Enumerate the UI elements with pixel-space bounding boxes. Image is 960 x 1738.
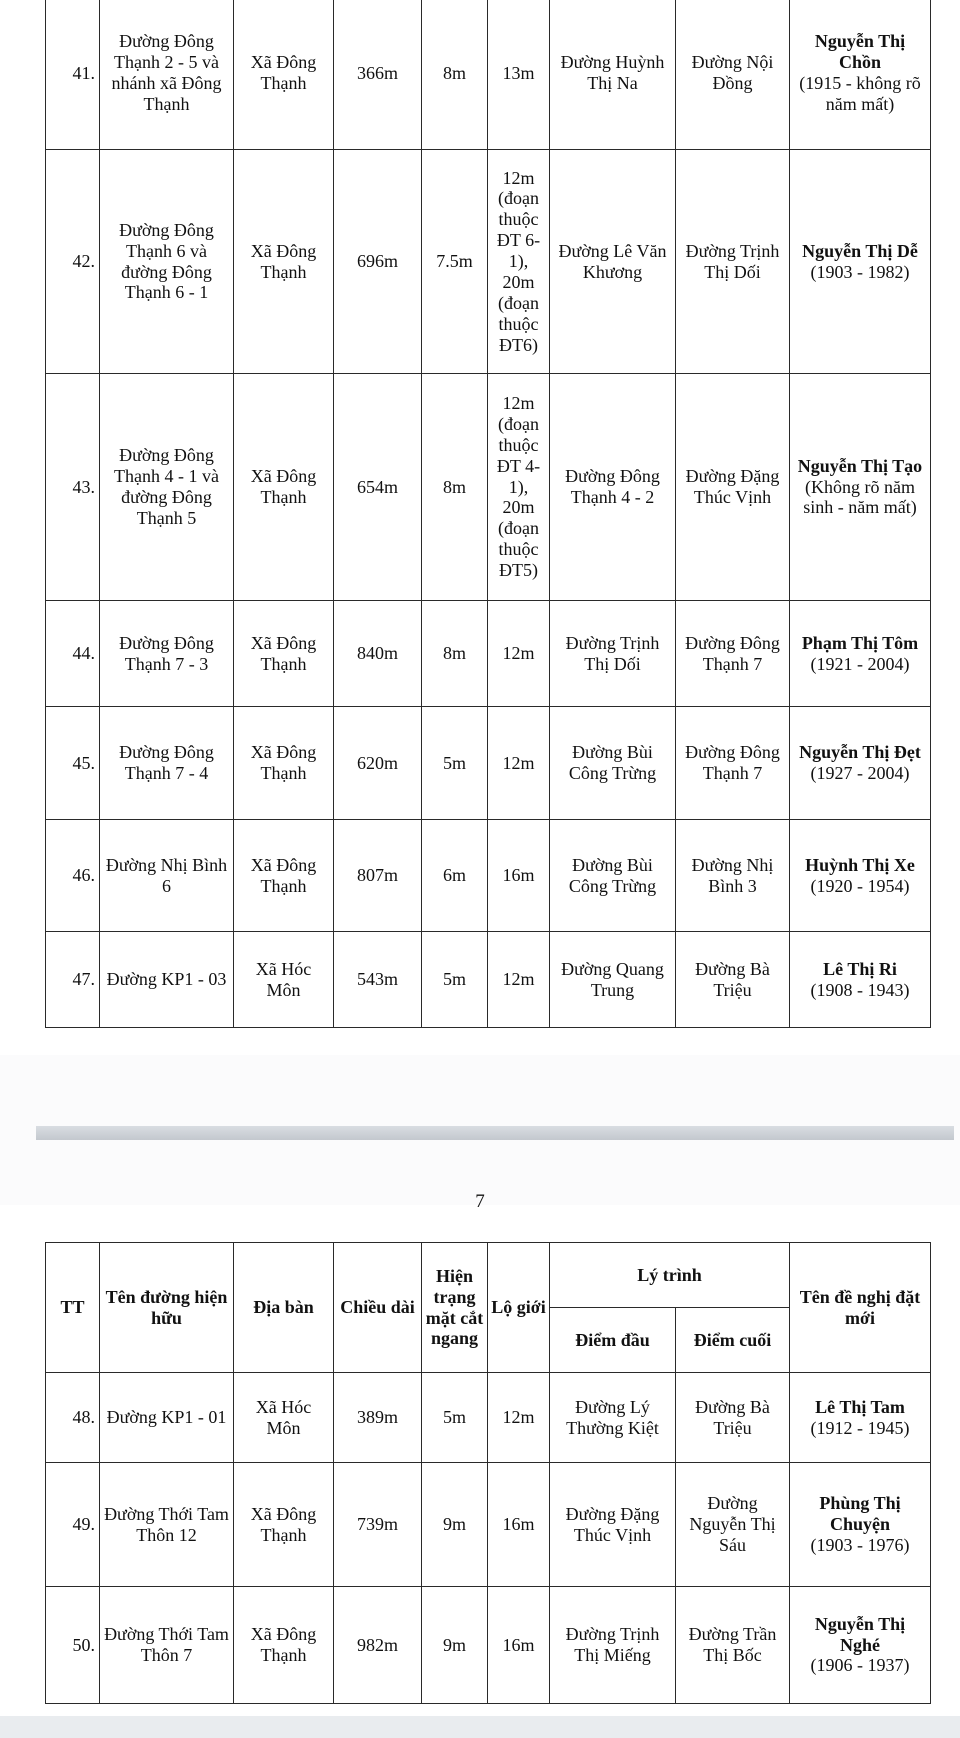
cell-tt: 48. [46, 1373, 100, 1463]
cell-start-point: Đường Bùi Công Trừng [550, 820, 676, 932]
cell-current-name: Đường Đông Thạnh 6 và đường Đông Thạnh 6 - 1 [100, 150, 234, 374]
header-current-width: Hiện trạng mặt cắt ngang [422, 1243, 488, 1373]
cell-current-width: 8m [422, 0, 488, 150]
cell-current-name: Đường Thới Tam Thôn 7 [100, 1587, 234, 1704]
life-dates: (1920 - 1954) [810, 875, 910, 896]
life-dates: (1915 - không rõ năm mất) [799, 73, 921, 114]
table-row [46, 374, 931, 601]
table-row [46, 1373, 931, 1463]
life-dates: (1912 - 1945) [810, 1417, 910, 1438]
cell-current-name: Đường Đông Thạnh 7 - 3 [100, 601, 234, 707]
table-row [46, 601, 931, 707]
life-dates: (1908 - 1943) [810, 979, 910, 1000]
life-dates: (Không rõ năm sinh - năm mất) [803, 476, 917, 518]
header-current-name: Tên đường hiện hữu [100, 1243, 234, 1373]
table-row [46, 0, 931, 150]
cell-current-name: Đường Đông Thạnh 4 - 1 và đường Đông Thạnh 5 [100, 374, 234, 601]
cell-area: Xã Đông Thạnh [234, 601, 334, 707]
cell-length: 840m [334, 601, 422, 707]
cell-length: 543m [334, 932, 422, 1028]
cell-area: Xã Đông Thạnh [234, 707, 334, 820]
table-row [46, 150, 931, 374]
table-row [46, 932, 931, 1028]
cell-area: Xã Đông Thạnh [234, 1587, 334, 1704]
header-planned-width: Lộ giới [488, 1243, 550, 1373]
page-number: 7 [475, 1191, 485, 1212]
cell-proposed-name [790, 601, 931, 707]
cell-area: Xã Đông Thạnh [234, 0, 334, 150]
cell-current-width: 7.5m [422, 150, 488, 374]
cell-start-point: Đường Đặng Thúc Vịnh [550, 1463, 676, 1587]
cell-proposed-name [790, 820, 931, 932]
proposed-name: Huỳnh Thị Xe [805, 854, 915, 875]
cell-current-name: Đường KP1 - 01 [100, 1373, 234, 1463]
cell-tt: 42. [46, 150, 100, 374]
cell-tt: 44. [46, 601, 100, 707]
header-length: Chiều dài [334, 1243, 422, 1373]
header-route: Lý trình [550, 1243, 790, 1308]
cell-proposed-name [790, 0, 931, 150]
cell-planned-width: 12m [488, 932, 550, 1028]
cell-planned-width: 12m [488, 707, 550, 820]
cell-length: 807m [334, 820, 422, 932]
cell-area: Xã Hóc Môn [234, 1373, 334, 1463]
header-tt: TT [46, 1243, 100, 1373]
cell-current-width: 5m [422, 932, 488, 1028]
cell-planned-width: 12m [488, 1373, 550, 1463]
cell-proposed-name [790, 1587, 931, 1704]
cell-proposed-name [790, 374, 931, 601]
cell-planned-width: 12m (đoạn thuộc ĐT 6-1), 20m (đoạn thuộc ĐT6) [488, 150, 550, 374]
cell-end-point: Đường Bà Triệu [676, 1373, 790, 1463]
cell-end-point: Đường Đông Thạnh 7 [676, 707, 790, 820]
cell-tt: 49. [46, 1463, 100, 1587]
cell-tt: 47. [46, 932, 100, 1028]
cell-end-point: Đường Nguyễn Thị Sáu [676, 1463, 790, 1587]
cell-current-name: Đường Đông Thạnh 2 - 5 và nhánh xã Đông Thạnh [100, 0, 234, 150]
cell-current-name: Đường Nhị Bình 6 [100, 820, 234, 932]
cell-tt: 46. [46, 820, 100, 932]
cell-end-point: Đường Trịnh Thị Dối [676, 150, 790, 374]
proposed-name: Nguyễn Thị Nghé [814, 1613, 906, 1655]
cell-current-name: Đường Đông Thạnh 7 - 4 [100, 707, 234, 820]
life-dates: (1921 - 2004) [810, 653, 910, 674]
table-header-row [46, 1243, 931, 1308]
cell-length: 654m [334, 374, 422, 601]
bottom-strip [0, 1716, 960, 1738]
cell-current-name: Đường KP1 - 03 [100, 932, 234, 1028]
cell-planned-width: 13m [488, 0, 550, 150]
cell-length: 389m [334, 1373, 422, 1463]
street-table [45, 1242, 931, 1704]
proposed-name: Lê Thị Ri [823, 958, 897, 979]
cell-area: Xã Đông Thạnh [234, 1463, 334, 1587]
cell-area: Xã Đông Thạnh [234, 820, 334, 932]
life-dates: (1903 - 1982) [810, 261, 910, 282]
cell-proposed-name [790, 150, 931, 374]
cell-length: 620m [334, 707, 422, 820]
table-row [46, 707, 931, 820]
cell-planned-width: 16m [488, 1463, 550, 1587]
life-dates: (1906 - 1937) [810, 1655, 910, 1676]
proposed-name: Nguyễn Thị Dễ [802, 240, 918, 261]
cell-current-width: 9m [422, 1463, 488, 1587]
cell-current-width: 5m [422, 707, 488, 820]
proposed-name: Lê Thị Tam [815, 1396, 905, 1417]
cell-tt: 50. [46, 1587, 100, 1704]
proposed-name: Phùng Thị Chuyện [819, 1493, 901, 1535]
cell-current-width: 6m [422, 820, 488, 932]
cell-proposed-name [790, 1373, 931, 1463]
cell-start-point: Đường Huỳnh Thị Na [550, 0, 676, 150]
cell-length: 739m [334, 1463, 422, 1587]
life-dates: (1927 - 2004) [810, 763, 910, 783]
cell-start-point: Đường Trịnh Thị Miếng [550, 1587, 676, 1704]
cell-length: 982m [334, 1587, 422, 1704]
header-area: Địa bàn [234, 1243, 334, 1373]
cell-start-point: Đường Đông Thạnh 4 - 2 [550, 374, 676, 601]
life-dates: (1903 - 1976) [810, 1534, 910, 1555]
cell-planned-width: 12m [488, 601, 550, 707]
cell-current-width: 8m [422, 601, 488, 707]
table-row [46, 1587, 931, 1704]
cell-end-point: Đường Đông Thạnh 7 [676, 601, 790, 707]
cell-proposed-name [790, 932, 931, 1028]
cell-area: Xã Hóc Môn [234, 932, 334, 1028]
header-proposed-name: Tên đề nghị đặt mới [790, 1243, 931, 1373]
table-row [46, 820, 931, 932]
table-row [46, 1463, 931, 1587]
cell-current-width: 5m [422, 1373, 488, 1463]
cell-start-point: Đường Lý Thường Kiệt [550, 1373, 676, 1463]
cell-tt: 41. [46, 0, 100, 150]
street-table-continued [45, 0, 931, 1028]
cell-current-width: 9m [422, 1587, 488, 1704]
cell-current-name: Đường Thới Tam Thôn 12 [100, 1463, 234, 1587]
cell-proposed-name [790, 1463, 931, 1587]
header-start-point: Điểm đầu [550, 1308, 676, 1373]
cell-tt: 45. [46, 707, 100, 820]
cell-tt: 43. [46, 374, 100, 601]
cell-planned-width: 16m [488, 820, 550, 932]
cell-planned-width: 16m [488, 1587, 550, 1704]
cell-start-point: Đường Bùi Công Trừng [550, 707, 676, 820]
page-separator [36, 1126, 954, 1140]
cell-end-point: Đường Nhị Bình 3 [676, 820, 790, 932]
proposed-name: Nguyễn Thị Chồn [814, 31, 906, 73]
cell-length: 366m [334, 0, 422, 150]
cell-end-point: Đường Đặng Thúc Vịnh [676, 374, 790, 601]
cell-area: Xã Đông Thạnh [234, 374, 334, 601]
cell-area: Xã Đông Thạnh [234, 150, 334, 374]
header-end-point: Điểm cuối [676, 1308, 790, 1373]
cell-start-point: Đường Quang Trung [550, 932, 676, 1028]
proposed-name: Nguyễn Thị Đẹt [799, 742, 921, 763]
cell-end-point: Đường Trần Thị Bốc [676, 1587, 790, 1704]
cell-planned-width: 12m (đoạn thuộc ĐT 4-1), 20m (đoạn thuộc ĐT5) [488, 374, 550, 601]
cell-end-point: Đường Bà Triệu [676, 932, 790, 1028]
cell-current-width: 8m [422, 374, 488, 601]
proposed-name: Nguyễn Thị Tạo [797, 455, 923, 476]
proposed-name: Phạm Thị Tôm [801, 632, 919, 653]
cell-proposed-name [790, 707, 931, 820]
cell-start-point: Đường Trịnh Thị Dối [550, 601, 676, 707]
cell-length: 696m [334, 150, 422, 374]
cell-end-point: Đường Nội Đồng [676, 0, 790, 150]
cell-start-point: Đường Lê Văn Khương [550, 150, 676, 374]
